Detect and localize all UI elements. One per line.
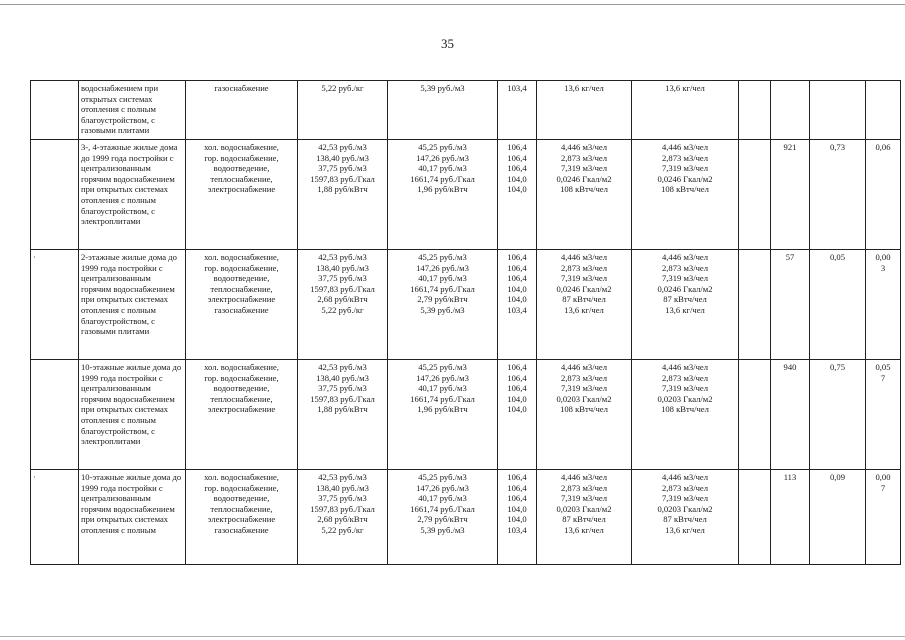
row-count: 940 <box>771 360 810 470</box>
row-norm-old: 4,446 м3/чел 2,873 м3/чел 7,319 м3/чел 0,0203 Гкал/м2 87 кВтч/чел 13,6 кг/чел <box>537 470 632 565</box>
row-share-2: 0,06 <box>866 140 901 250</box>
top-rule <box>0 4 905 5</box>
table-row <box>31 140 901 250</box>
row-tariff-old: 5,22 руб./кг <box>298 81 388 140</box>
row-share-2: 0,00 7 <box>866 470 901 565</box>
row-share-1: 0,75 <box>810 360 866 470</box>
row-norm-new: 4,446 м3/чел 2,873 м3/чел 7,319 м3/чел 0,0203 Гкал/м2 108 кВтч/чел <box>632 360 739 470</box>
row-index: 106,4 106,4 106,4 104,0 104,0 103,4 <box>498 250 537 360</box>
row-index: 106,4 106,4 106,4 104,0 104,0 <box>498 360 537 470</box>
bottom-rule <box>0 636 905 637</box>
row-index: 103,4 <box>498 81 537 140</box>
row-norm-old: 13,6 кг/чел <box>537 81 632 140</box>
table-row <box>31 250 901 360</box>
row-tariff-new: 45,25 руб./м3 147,26 руб./м3 40,17 руб./м3 1661,74 руб./Гкал 2,79 руб/кВтч 5,39 руб./м3 <box>388 250 498 360</box>
row-marker-cell <box>31 140 79 250</box>
row-tariff-old: 42,53 руб./м3 138,40 руб./м3 37,75 руб./м3 1597,83 руб./Гкал 2,68 руб/кВтч 5,22 руб./кг <box>298 250 388 360</box>
row-norm-new: 13,6 кг/чел <box>632 81 739 140</box>
row-norm-new: 4,446 м3/чел 2,873 м3/чел 7,319 м3/чел 0,0246 Гкал/м2 108 кВтч/чел <box>632 140 739 250</box>
row-count: 113 <box>771 470 810 565</box>
row-tariff-old: 42,53 руб./м3 138,40 руб./м3 37,75 руб./м3 1597,83 руб./Гкал 2,68 руб/кВтч 5,22 руб./кг <box>298 470 388 565</box>
row-services: хол. водоснабжение, гор. водоснабжение, водоотведение, теплоснабжение, электроснабжение газоснабжение <box>186 470 298 565</box>
table-row <box>31 470 901 565</box>
row-tariff-new: 45,25 руб./м3 147,26 руб./м3 40,17 руб./м3 1661,74 руб./Гкал 2,79 руб/кВтч 5,39 руб./м3 <box>388 470 498 565</box>
row-marker-cell: · <box>31 250 79 360</box>
row-tariff-new: 45,25 руб./м3 147,26 руб./м3 40,17 руб./м3 1661,74 руб./Гкал 1,96 руб/кВтч <box>388 360 498 470</box>
row-norm-old: 4,446 м3/чел 2,873 м3/чел 7,319 м3/чел 0,0246 Гкал/м2 108 кВтч/чел <box>537 140 632 250</box>
row-count: 921 <box>771 140 810 250</box>
row-description: водоснабжением при открытых системах отопления с полным благоустройством, с газовыми плитами <box>79 81 186 140</box>
row-norm-old: 4,446 м3/чел 2,873 м3/чел 7,319 м3/чел 0,0203 Гкал/м2 108 кВтч/чел <box>537 360 632 470</box>
row-norm-new: 4,446 м3/чел 2,873 м3/чел 7,319 м3/чел 0,0246 Гкал/м2 87 кВтч/чел 13,6 кг/чел <box>632 250 739 360</box>
row-tariff-old: 42,53 руб./м3 138,40 руб./м3 37,75 руб./м3 1597,83 руб./Гкал 1,88 руб/кВтч <box>298 140 388 250</box>
row-description: 2-этажные жилые дома до 1999 года постройки с централизованным горячим водоснабжением при открытых системах отопления с полным благоустройством, с газовыми плитами <box>79 250 186 360</box>
row-marker-cell <box>31 360 79 470</box>
row-index: 106,4 106,4 106,4 104,0 104,0 103,4 <box>498 470 537 565</box>
table-row <box>31 360 901 470</box>
row-description: 3-, 4-этажные жилые дома до 1999 года постройки с централизованным горячим водоснабжением при открытых системах отопления с полным благоустройством, с электроплитами <box>79 140 186 250</box>
row-share-2: 0,05 7 <box>866 360 901 470</box>
row-tariff-new: 45,25 руб./м3 147,26 руб./м3 40,17 руб./м3 1661,74 руб./Гкал 1,96 руб/кВтч <box>388 140 498 250</box>
row-index: 106,4 106,4 106,4 104,0 104,0 <box>498 140 537 250</box>
row-marker-cell: · <box>31 470 79 565</box>
row-share-2 <box>866 81 901 140</box>
page-number: 35 <box>441 36 454 51</box>
row-empty-cell <box>739 250 771 360</box>
row-services: хол. водоснабжение, гор. водоснабжение, водоотведение, теплоснабжение, электроснабжение <box>186 140 298 250</box>
row-services: хол. водоснабжение, гор. водоснабжение, водоотведение, теплоснабжение, электроснабжение <box>186 360 298 470</box>
row-tariff-old: 42,53 руб./м3 138,40 руб./м3 37,75 руб./м3 1597,83 руб./Гкал 1,88 руб/кВтч <box>298 360 388 470</box>
row-norm-old: 4,446 м3/чел 2,873 м3/чел 7,319 м3/чел 0,0246 Гкал/м2 87 кВтч/чел 13,6 кг/чел <box>537 250 632 360</box>
row-share-1 <box>810 81 866 140</box>
row-count <box>771 81 810 140</box>
row-empty-cell <box>739 140 771 250</box>
row-description: 10-этажные жилые дома до 1999 года постройки с централизованным горячим водоснабжением при открытых системах отопления с полным <box>79 470 186 565</box>
row-marker-cell <box>31 81 79 140</box>
row-share-2: 0,00 3 <box>866 250 901 360</box>
row-empty-cell <box>739 81 771 140</box>
row-empty-cell <box>739 360 771 470</box>
row-norm-new: 4,446 м3/чел 2,873 м3/чел 7,319 м3/чел 0,0203 Гкал/м2 87 кВтч/чел 13,6 кг/чел <box>632 470 739 565</box>
row-empty-cell <box>739 470 771 565</box>
row-share-1: 0,05 <box>810 250 866 360</box>
row-services: хол. водоснабжение, гор. водоснабжение, водоотведение, теплоснабжение, электроснабжение газоснабжение <box>186 250 298 360</box>
row-share-1: 0,09 <box>810 470 866 565</box>
tariff-table <box>30 80 901 565</box>
row-description: 10-этажные жилые дома до 1999 года постройки с централизованным горячим водоснабжением при открытых системах отопления с полным благоустройством, с электроплитами <box>79 360 186 470</box>
row-count: 57 <box>771 250 810 360</box>
row-tariff-new: 5,39 руб./м3 <box>388 81 498 140</box>
row-services: газоснабжение <box>186 81 298 140</box>
table-row <box>31 81 901 140</box>
row-share-1: 0,73 <box>810 140 866 250</box>
